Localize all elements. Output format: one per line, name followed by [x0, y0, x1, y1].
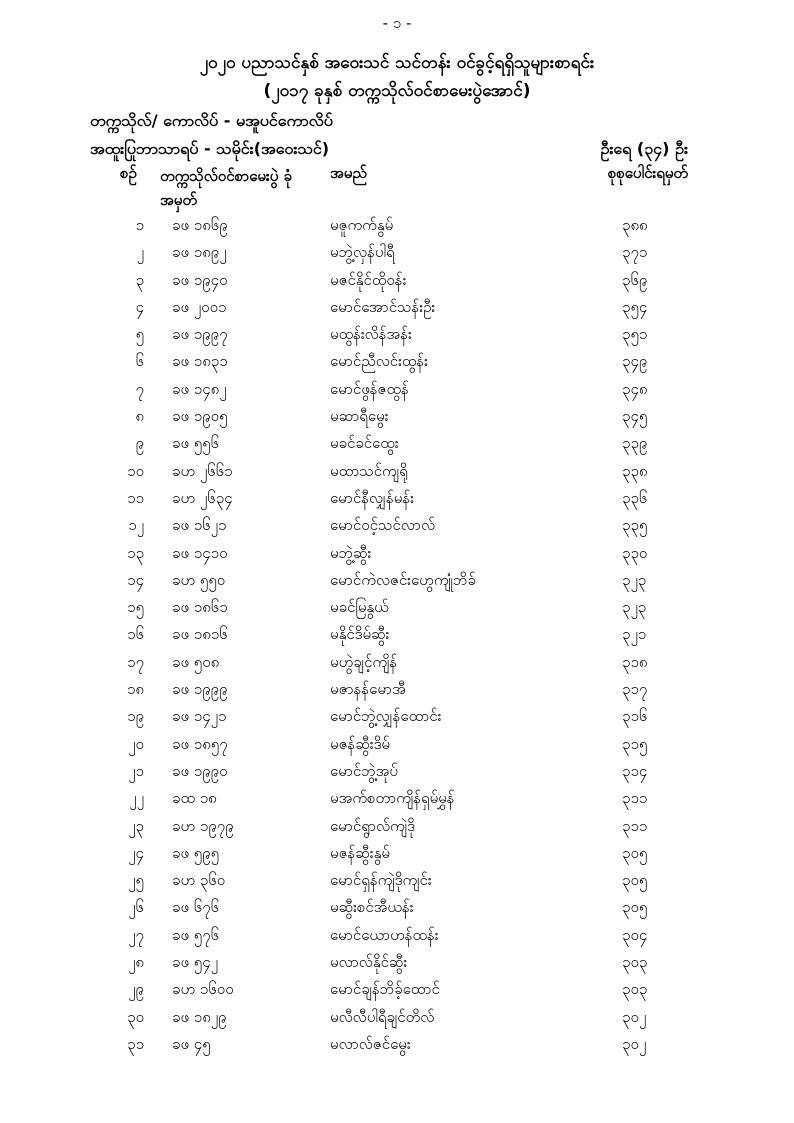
table-row — [0, 459, 794, 486]
serial-cell: ၂၁ — [128, 761, 144, 780]
roll-number-cell: ခဖ ၂၀၀၁ — [172, 297, 227, 316]
serial-cell: ၁၉ — [127, 707, 144, 726]
serial-cell: ၄ — [135, 297, 144, 316]
name-cell: မောင်ကဲလဇင်းဟွေကျုံဘိခ် — [330, 570, 476, 589]
table-row — [0, 732, 794, 759]
name-cell: မောင်ဘွဲ့အုပ် — [330, 761, 398, 780]
total-count: ဦးရေ (၃၄) ဦး — [600, 139, 688, 158]
table-row — [0, 977, 794, 1004]
table-row — [0, 677, 794, 704]
marks-cell: ၃၁၁ — [622, 789, 648, 808]
serial-cell: ၅ — [135, 325, 144, 344]
table-row — [0, 568, 794, 595]
roll-number-cell: ခဖ ၁၉၀၅ — [172, 407, 228, 426]
serial-cell: ၁၁ — [127, 488, 144, 507]
table-row — [0, 595, 794, 622]
table-row — [0, 950, 794, 977]
table-row — [0, 486, 794, 513]
name-cell: မောင်ဖွန်ဇထွန် — [330, 379, 409, 398]
table-row — [0, 650, 794, 677]
name-cell: မဆာရီမွေး — [330, 407, 389, 426]
marks-cell: ၃၄၅ — [622, 407, 648, 426]
marks-cell: ၃၆၉ — [622, 270, 648, 289]
name-cell: မခင်ခင်ထွေး — [330, 434, 399, 453]
roll-number-cell: ခဖ ၁၉၉၉ — [172, 680, 228, 699]
roll-number-cell: ခဖ ၅၇၆ — [172, 925, 220, 944]
name-cell: မနိုင်ဒိမ်ဆွီး — [330, 625, 390, 644]
name-cell: မဇန်ဆွီးနွမ် — [330, 843, 390, 862]
roll-number-cell: ခဖ ၁၈၅၇ — [172, 734, 228, 753]
name-cell: မဇူကက်နွမ် — [330, 216, 394, 234]
name-cell: မောင်ရှန်ကျဲဒိုကျင်း — [330, 871, 432, 890]
name-cell: မောင်ဘွဲ့လျှန်ထောင်း — [330, 707, 442, 726]
roll-number-cell: ခဖ ၅၄၂ — [172, 953, 219, 972]
roll-number-cell: ခဖ ၁၈၆၉ — [172, 216, 228, 234]
name-cell: မထာသင်ကျရို — [330, 461, 408, 480]
marks-cell: ၃၄၈ — [622, 379, 648, 398]
table-row — [0, 349, 794, 376]
roll-number-cell: ခဖ ၁၈၃၁ — [172, 352, 228, 371]
serial-cell: ၃၀ — [127, 1007, 144, 1026]
roll-number-cell: ခဟ ၁၆၀၀ — [172, 980, 234, 999]
name-cell: မဘွဲ့ဆွီး — [330, 543, 372, 562]
roll-number-cell: ခဖ ၁၈၁၆ — [172, 625, 228, 644]
roll-number-cell: ခဟ ၂၆၃၄ — [172, 488, 233, 507]
serial-cell: ၁၅ — [127, 598, 144, 617]
table-row — [0, 759, 794, 786]
name-cell: မလီလီပါရီချင်တိလ် — [330, 1007, 435, 1026]
roll-number-cell: ခဖ ၁၆၂၁ — [172, 516, 227, 535]
name-cell: မဇာနန်မောအီ — [330, 680, 406, 699]
serial-cell: ၂ — [136, 243, 144, 262]
marks-cell: ၃၃၅ — [622, 516, 648, 535]
name-cell: မဇင်နိုင်ထိုဝန်း — [330, 270, 407, 289]
marks-cell: ၃၅၁ — [622, 325, 648, 344]
serial-cell: ၂၂ — [129, 789, 144, 808]
name-cell: မဇန်ဆွီးဒိမ် — [330, 734, 390, 753]
table-row — [0, 322, 794, 349]
serial-cell: ၁၄ — [127, 570, 144, 589]
serial-cell: ၁၈ — [126, 680, 144, 699]
serial-cell: ၂၅ — [128, 871, 144, 890]
roll-number-cell: ခထ ၁၈ — [172, 789, 217, 808]
roll-number-cell: ခဖ ၅၀၈ — [172, 652, 220, 671]
table-row — [0, 404, 794, 431]
serial-cell: ၈ — [135, 407, 144, 426]
roll-number-cell: ခဖ ၅၅၆ — [172, 434, 220, 453]
serial-cell: ၂၇ — [128, 925, 144, 944]
name-cell: မဘွဲ့လှန်ပါရီ — [330, 243, 395, 262]
marks-cell: ၃၀၅ — [622, 843, 648, 862]
serial-cell: ၆ — [135, 352, 144, 371]
roll-number-cell: ခဖ ၆၇၆ — [172, 898, 220, 917]
table-row — [0, 268, 794, 295]
marks-cell: ၃၃၆ — [622, 488, 648, 507]
table-row — [0, 240, 794, 267]
college-line: တက္ကသိုလ်/ ကောလိပ် - မအူပင်ကောလိပ် — [90, 111, 333, 130]
serial-cell: ၉ — [135, 434, 144, 453]
table-row — [0, 513, 794, 540]
serial-cell: ၁၂ — [128, 516, 144, 535]
marks-cell: ၃၁၅ — [622, 734, 648, 753]
serial-cell: ၁ — [135, 216, 144, 234]
serial-cell: ၂၄ — [128, 843, 144, 862]
name-cell: မောင်ရွာလ်ကျဲဒို — [330, 816, 415, 835]
name-cell: မဟွဲချင့်ကျိန် — [330, 652, 398, 671]
name-cell: မထွန်းလိန်အန်း — [330, 325, 412, 344]
serial-cell: ၂၃ — [128, 816, 144, 835]
document-title: ၂၀၂၀ ပညာသင်နှစ် အဝေးသင် သင်တန်း ဝင်ခွင့်ရရှိသူများစာရင်း — [199, 53, 595, 73]
marks-cell: ၃၀၄ — [622, 925, 648, 944]
marks-cell: ၃၁၈ — [622, 652, 648, 671]
roll-number-cell: ခဖ ၅၉၅ — [172, 843, 220, 862]
marks-cell: ၃၂၃ — [622, 598, 647, 617]
marks-cell: ၃၀၂ — [622, 1034, 647, 1053]
roll-number-cell: ခဖ ၄၅ — [172, 1034, 211, 1053]
name-cell: မောင်ညီလင်းထွန်း — [330, 352, 428, 371]
marks-cell: ၃၁၆ — [622, 707, 648, 726]
table-row — [0, 377, 794, 404]
serial-cell: ၂၆ — [128, 898, 144, 917]
table-row — [0, 786, 794, 813]
marks-cell: ၃၀၂ — [622, 1007, 647, 1026]
roll-number-cell: ခဖ ၁၉၉၇ — [172, 325, 228, 344]
name-cell: မောင်ယောဟန်ထန်း — [330, 925, 439, 944]
table-row — [0, 841, 794, 868]
roll-number-cell: ခဟ ၃၆၀ — [172, 871, 226, 890]
header-roll-number: တက္ကသိုလ်ဝင်စာမေးပွဲ ခုံအမှတ် — [160, 167, 292, 209]
serial-cell: ၂၈ — [128, 953, 144, 972]
header-name: အမည် — [330, 164, 367, 182]
serial-cell: ၂၉ — [128, 980, 144, 999]
roll-number-cell: ခဖ ၁၄၂၁ — [172, 707, 227, 726]
marks-cell: ၃၂၃ — [622, 570, 647, 589]
table-row — [0, 814, 794, 841]
marks-cell: ၃၄၉ — [622, 352, 648, 371]
name-cell: မအက်စတာကျိန်ရှမ်မွှန် — [330, 789, 455, 808]
roll-number-cell: ခဖ ၁၄၁၀ — [172, 543, 228, 562]
roll-number-cell: ခဟ ၂၆၆၁ — [172, 461, 233, 480]
subject-line: အထူးပြုဘာသာရပ် - သမိုင်း(အဝေးသင်) — [90, 139, 330, 158]
roll-number-cell: ခဖ ၁၄၈၂ — [172, 379, 227, 398]
roll-number-cell: ခဖ ၁၈၉၂ — [172, 243, 227, 262]
table-row — [0, 431, 794, 458]
table-row — [0, 868, 794, 895]
roll-number-cell: ခဖ ၁၈၆၁ — [172, 598, 228, 617]
roll-number-cell: ခဟ ၅၅၀ — [172, 570, 226, 589]
serial-cell: ၂၀ — [128, 734, 144, 753]
marks-cell: ၃၀၃ — [622, 980, 648, 999]
header-serial: စဉ် — [120, 164, 137, 182]
table-row — [0, 622, 794, 649]
marks-cell: ၃၃၈ — [622, 461, 648, 480]
table-row — [0, 895, 794, 922]
name-cell: မလာလ်ဇင်မွေး — [330, 1034, 411, 1053]
marks-cell: ၃၈၈ — [622, 216, 648, 234]
marks-cell: ၃၁၇ — [622, 680, 648, 699]
name-cell: မောင်ဝင့်သင်လာလ် — [330, 516, 436, 535]
marks-cell: ၃၁၁ — [622, 816, 648, 835]
marks-cell: ၃၇၁ — [622, 243, 648, 262]
marks-cell: ၃၅၄ — [622, 297, 648, 316]
name-cell: မောင်ချန်ဘိခ့်ထောင် — [330, 980, 440, 999]
marks-cell: ၃၃၀ — [622, 543, 648, 562]
serial-cell: ၃ — [135, 270, 144, 289]
roll-number-cell: ခဟ ၁၉၇၉ — [172, 816, 234, 835]
serial-cell: ၃၁ — [127, 1034, 144, 1053]
marks-cell: ၃၁၄ — [622, 761, 648, 780]
roll-number-cell: ခဖ ၁၈၂၉ — [172, 1007, 227, 1026]
name-cell: မလာလ်နိုင်ဆွီး — [330, 953, 408, 972]
table-row — [0, 541, 794, 568]
roll-number-cell: ခဖ ၁၉၉၀ — [172, 761, 228, 780]
name-cell: မောင်အောင်သန်းဦး — [330, 297, 436, 316]
table-row — [0, 295, 794, 322]
marks-cell: ၃၀၃ — [622, 953, 648, 972]
table-row — [0, 1032, 794, 1059]
table-row — [0, 704, 794, 731]
roll-number-cell: ခဖ ၁၉၄၀ — [172, 270, 228, 289]
marks-cell: ၃၃၉ — [622, 434, 648, 453]
name-cell: မခင်မြနွယ် — [330, 598, 389, 617]
serial-cell: ၁၀ — [127, 461, 144, 480]
marks-cell: ၃၀၅ — [622, 871, 648, 890]
table-row — [0, 213, 794, 240]
serial-cell: ၁၇ — [127, 652, 144, 671]
name-cell: မောင်နီလျှန်မန်း — [330, 488, 414, 507]
header-total-marks: စုစုပေါင်းရမှတ် — [607, 164, 688, 182]
table-row — [0, 923, 794, 950]
serial-cell: ၇ — [135, 379, 144, 398]
marks-cell: ၃၂၁ — [622, 625, 647, 644]
page-number: - ၁ - — [382, 14, 412, 32]
marks-cell: ၃၀၅ — [622, 898, 648, 917]
results-list — [0, 213, 794, 1059]
serial-cell: ၁၆ — [127, 625, 144, 644]
table-row — [0, 1005, 794, 1032]
name-cell: မဆွီးစင်အီယန်း — [330, 898, 414, 917]
document-subtitle: (၂၀၁၇ ခုနှစ် တက္ကသိုလ်ဝင်စာမေးပွဲအောင်) — [263, 81, 531, 101]
serial-cell: ၁၃ — [127, 543, 144, 562]
